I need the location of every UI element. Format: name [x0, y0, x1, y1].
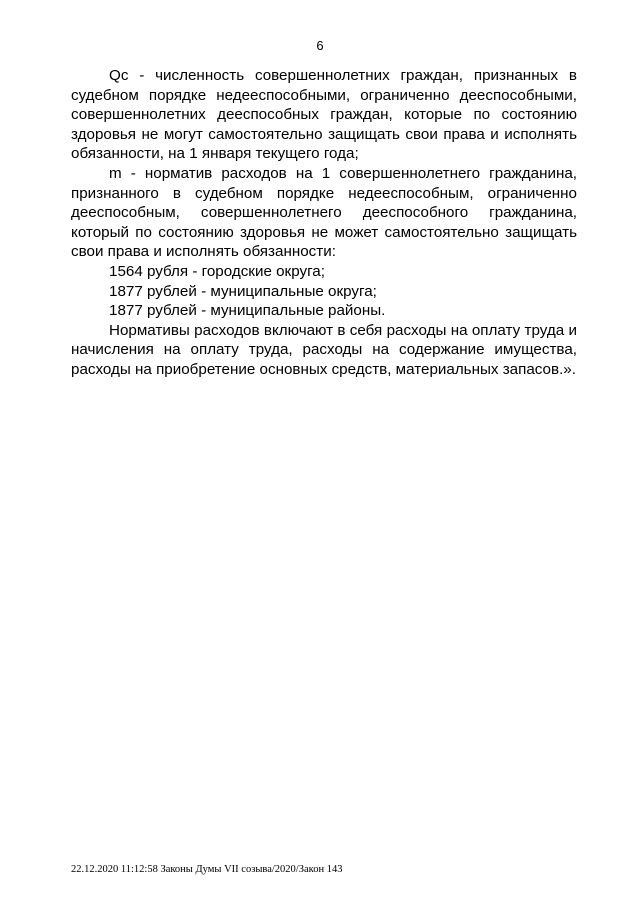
list-item-municipal-districts: 1877 рублей - муниципальные округа; — [109, 282, 377, 300]
paragraph-m-definition: m - норматив расходов на 1 совершеннолетнего гражданина, признанного в судебном порядке недееспособным, ограниченно дееспособным, совершеннолетнего дееспособного гражданина, который по состоянию здоровья не может самостоятельно защищать свои права и исполнять обязанности: — [71, 164, 577, 261]
list-item-urban-districts: 1564 рубля - городские округа; — [109, 262, 325, 280]
paragraph-qc-definition: Qc - численность совершеннолетних граждан, признанных в судебном порядке недееспособными, ограниченно дееспособными, совершеннолетних дееспособных граждан, которые по состоянию здоровья не могут самостоятельно защищать свои права и исполнять обязанности, на 1 января текущего года; — [71, 67, 577, 163]
paragraph-expense-norms: Нормативы расходов включают в себя расходы на оплату труда и начисления на оплату труда, расходы на содержание имущества, расходы на приобретение основных средств, материальных запасов.». — [71, 321, 577, 378]
document-footer: 22.12.2020 11:12:58 Законы Думы VII созыва/2020/Закон 143 — [71, 864, 343, 875]
document-body — [71, 66, 577, 380]
list-item-municipal-areas: 1877 рублей - муниципальные районы. — [109, 302, 386, 320]
page-number: 6 — [316, 38, 324, 53]
